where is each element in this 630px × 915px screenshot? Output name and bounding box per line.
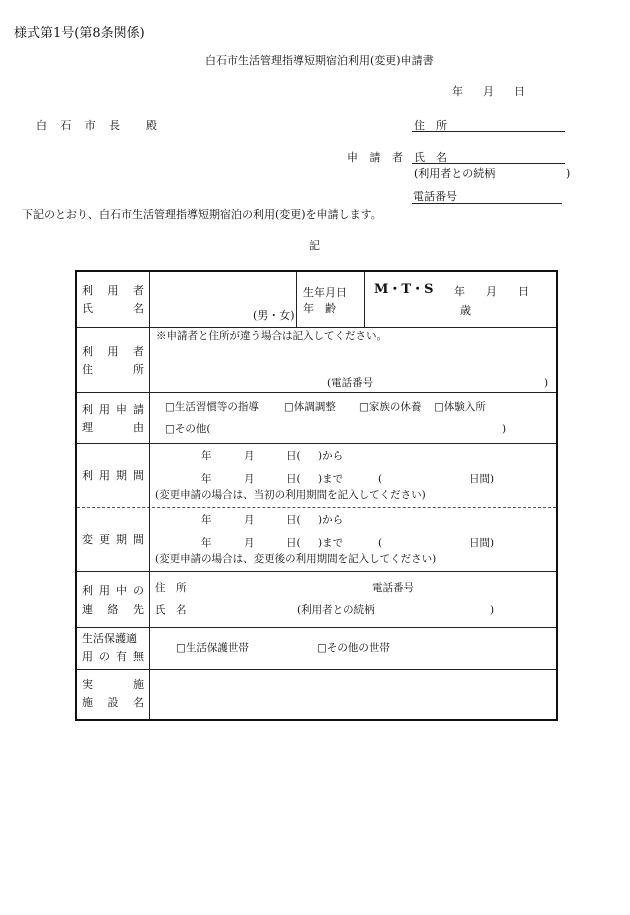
period-to-year: 年 — [201, 473, 212, 485]
contact-relation: (利用者との続柄 — [297, 604, 375, 616]
reason-option-lifestyle[interactable]: □生活習慣等の指導 — [165, 401, 259, 413]
welfare-option-other[interactable]: □その他の世帯 — [317, 642, 390, 654]
welfare-option-yes[interactable]: □生活保護世帯 — [176, 642, 249, 654]
applicant-address-label: 住 所 — [414, 119, 447, 132]
applicant-phone-label: 電話番号 — [413, 190, 457, 203]
user-address-label-2: 住 所 — [82, 363, 144, 376]
period-note: (変更申請の場合は、当初の利用期間を記入してください) — [155, 489, 426, 501]
change-from-suffix: )から — [318, 514, 344, 526]
form-title: 白石市生活管理指導短期宿泊利用(変更)申請書 — [205, 54, 434, 67]
change-to-day: 日( — [286, 537, 301, 549]
change-to-year: 年 — [201, 537, 212, 549]
user-address-label-1: 利 用 者 — [82, 345, 144, 358]
contact-address-label: 住 所 — [155, 582, 187, 594]
reason-option-health[interactable]: □体調調整 — [284, 401, 336, 413]
birth-day: 日 — [518, 285, 529, 298]
change-from-day: 日( — [286, 514, 301, 526]
user-address-note: ※申請者と住所が違う場合は記入してください。 — [156, 330, 387, 342]
reason-other-close: ) — [502, 423, 507, 435]
reason-label-1: 利 用 申 請 — [82, 403, 144, 416]
period-from-day: 日( — [286, 450, 301, 462]
intro-text: 下記のとおり、白石市生活管理指導短期宿泊の利用(変更)を申請します。 — [22, 208, 382, 221]
user-name-label-2: 氏 名 — [82, 302, 144, 315]
period-days-open: ( — [378, 473, 383, 485]
form-number: 様式第1号(第8条関係) — [14, 26, 145, 41]
welfare-label-1: 生活保護適 — [82, 632, 137, 645]
user-address-phone-close: ) — [544, 377, 549, 389]
period-from-year: 年 — [201, 450, 212, 462]
reason-option-other[interactable]: □その他( — [165, 423, 211, 435]
contact-label-1: 利 用 中 の — [82, 584, 144, 597]
change-from-month: 月 — [244, 514, 255, 526]
birth-label: 生年月日 — [303, 286, 347, 299]
change-period-label: 変 更 期 間 — [82, 533, 144, 546]
period-to-month: 月 — [244, 473, 255, 485]
applicant-address-line[interactable] — [412, 131, 565, 132]
contact-label-2: 連 絡 先 — [82, 603, 144, 616]
reason-option-trial[interactable]: □体験入所 — [434, 401, 486, 413]
change-days-open: ( — [378, 537, 383, 549]
applicant-relation: (利用者との続柄 — [414, 167, 496, 180]
birth-month: 月 — [486, 285, 497, 298]
age-sai: 歳 — [460, 304, 471, 317]
period-to-suffix: )まで — [318, 473, 344, 485]
age-label: 年 齢 — [303, 302, 336, 315]
contact-name-label: 氏 名 — [155, 604, 187, 616]
reason-label-2: 理 由 — [82, 421, 144, 434]
reason-option-family-rest[interactable]: □家族の休養 — [359, 401, 422, 413]
era-options[interactable]: M・T・S — [374, 282, 434, 297]
contact-phone-label: 電話番号 — [372, 582, 414, 594]
facility-name-field[interactable] — [150, 670, 554, 716]
period-to-day: 日( — [286, 473, 301, 485]
change-period-note: (変更申請の場合は、変更後の利用期間を記入してください) — [155, 553, 437, 565]
ki-heading: 記 — [309, 239, 320, 252]
addressee-dono: 殿 — [146, 119, 157, 132]
user-address-phone: (電話番号 — [327, 377, 374, 389]
contact-relation-close: ) — [490, 604, 495, 616]
change-days: 日間) — [469, 537, 495, 549]
change-to-month: 月 — [244, 537, 255, 549]
applicant-phone-line[interactable] — [412, 203, 562, 204]
facility-label-2: 施 設 名 — [82, 696, 144, 709]
period-from-suffix: )から — [318, 450, 344, 462]
period-days: 日間) — [469, 473, 495, 485]
applicant-name-label: 氏 名 — [414, 151, 447, 164]
date-day: 日 — [514, 85, 525, 98]
date-month: 月 — [483, 85, 494, 98]
date-year: 年 — [452, 85, 463, 98]
period-label: 利 用 期 間 — [82, 469, 144, 482]
addressee: 白 石 市 長 — [36, 119, 120, 132]
period-from-month: 月 — [244, 450, 255, 462]
welfare-label-2: 用 の 有 無 — [82, 650, 144, 663]
user-name-label-1: 利 用 者 — [82, 284, 144, 297]
applicant-label: 申 請 者 — [347, 151, 403, 164]
gender-field[interactable]: (男・女) — [253, 309, 295, 322]
birth-year: 年 — [454, 285, 465, 298]
change-to-suffix: )まで — [318, 537, 344, 549]
change-from-year: 年 — [201, 514, 212, 526]
applicant-relation-close: ) — [566, 167, 571, 180]
applicant-name-line[interactable] — [412, 163, 565, 164]
facility-label-1: 実 施 — [82, 678, 144, 691]
